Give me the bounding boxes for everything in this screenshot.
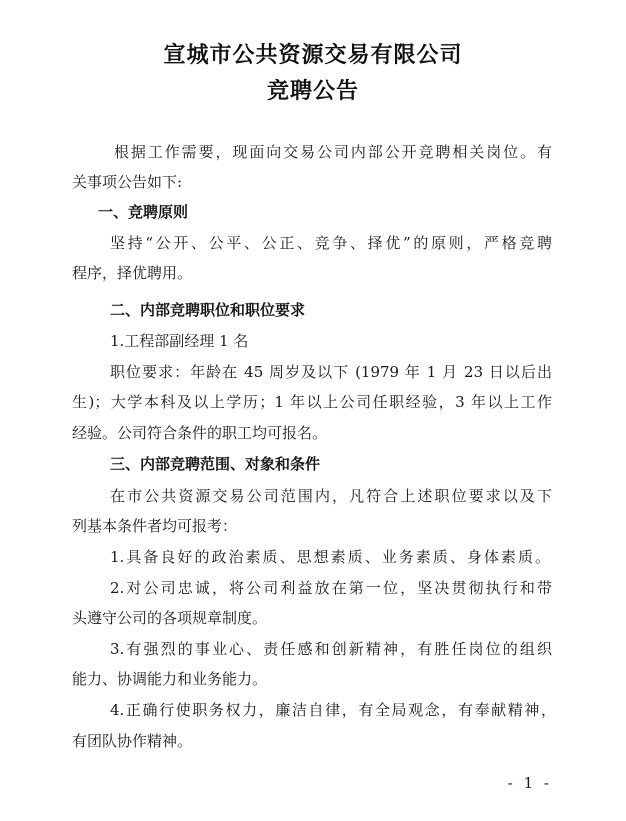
document-title: 宣城市公共资源交易有限公司	[163, 43, 463, 68]
requirement-line-3: 经验。公司符合条件的职工均可报名。	[72, 424, 328, 442]
section1-line-2: 程序，择优聘用。	[72, 264, 193, 282]
condition-item-3-line-2: 能力、协调能力和业务能力。	[72, 670, 268, 688]
condition-item-1: 1.具备良好的政治素质、思想素质、业务素质、身体素质。	[110, 548, 550, 566]
section1-heading: 一、竞聘原则	[98, 203, 189, 221]
page-number: - 1 -	[507, 774, 552, 792]
section3-intro-line-1: 在市公共资源交易公司范围内，凡符合上述职位要求以及下	[110, 487, 552, 505]
requirement-line-1: 职位要求：年龄在 45 周岁及以下 (1979 年 1 月 23 日以后出	[110, 363, 552, 381]
condition-item-4-line-2: 有团队协作精神。	[72, 732, 193, 750]
position-title: 1.工程部副经理 1 名	[110, 332, 249, 350]
intro-line-2: 关事项公告如下:	[72, 173, 183, 191]
condition-item-3-line-1: 3.有强烈的事业心、责任感和创新精神，有胜任岗位的组织	[110, 640, 552, 658]
section3-intro-line-2: 列基本条件者均可报考：	[72, 517, 238, 535]
requirement-line-2: 生)；大学本科及以上学历；1 年以上公司任职经验，3 年以上工作	[72, 393, 552, 411]
section2-heading: 二、内部竞聘职位和职位要求	[110, 301, 306, 319]
section1-line-1: 坚持“公开、公平、公正、竞争、择优”的原则，严格竞聘	[110, 234, 552, 252]
condition-item-2-line-2: 头遵守公司的各项规章制度。	[72, 609, 268, 627]
intro-line-1: 根据工作需要，现面向交易公司内部公开竞聘相关岗位。有	[114, 143, 552, 161]
document-subtitle: 竞聘公告	[266, 79, 359, 104]
condition-item-2-line-1: 2.对公司忠诚，将公司利益放在第一位，坚决贯彻执行和带	[110, 579, 552, 597]
section3-heading: 三、内部竞聘范围、对象和条件	[110, 455, 321, 473]
condition-item-4-line-1: 4.正确行使职务权力，廉洁自律，有全局观念，有奉献精神，	[110, 701, 556, 719]
